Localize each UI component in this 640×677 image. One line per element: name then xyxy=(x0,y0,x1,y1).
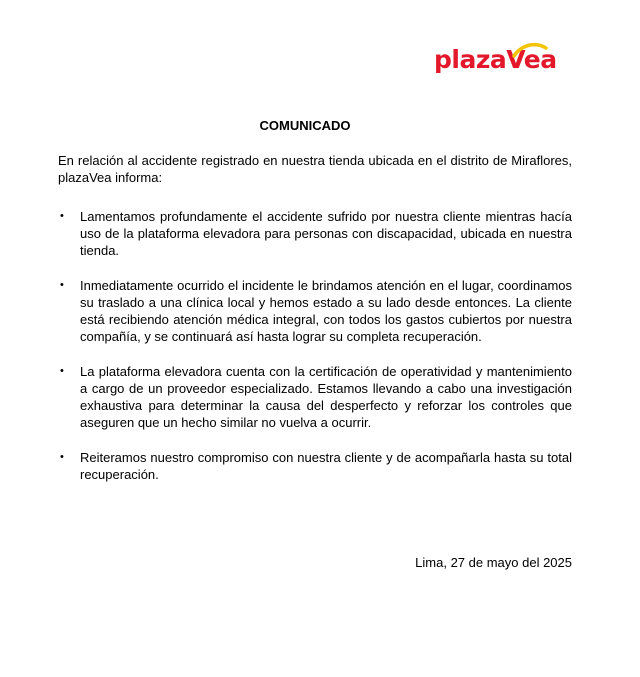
bullet-icon: • xyxy=(60,451,64,463)
list-item xyxy=(58,449,572,483)
logo-wordmark: plazaVea xyxy=(434,45,557,74)
plazavea-logo xyxy=(434,40,557,80)
list-item-text: Reiteramos nuestro compromiso con nuestra cliente y de acompañarla hasta su total recuperación. xyxy=(80,450,572,482)
list-item xyxy=(58,208,572,259)
intro-paragraph: En relación al accidente registrado en nuestra tienda ubicada en el distrito de Miraflores, plazaVea informa: xyxy=(58,153,572,185)
list-item-text: Inmediatamente ocurrido el incidente le brindamos atención en el lugar, coordinamos su traslado a una clínica local y hemos estado a su lado desde entonces. La cliente está recibiendo atención médica integral, con todos los gastos cubiertos por nuestra compañía, y se continuará así hasta lograr su completa recuperación. xyxy=(80,278,572,344)
bullet-icon: • xyxy=(60,279,64,291)
bullet-icon: • xyxy=(60,210,64,222)
list-item xyxy=(58,363,572,431)
statement-list xyxy=(58,208,572,483)
date-line: Lima, 27 de mayo del 2025 xyxy=(415,555,572,570)
document-title: COMUNICADO xyxy=(259,118,351,133)
bullet-icon: • xyxy=(60,365,64,377)
list-item-text: La plataforma elevadora cuenta con la certificación de operatividad y mantenimiento a cargo de un proveedor especializado. Estamos llevando a cabo una investigación exhaustiva para determinar la causa del desperfecto y reforzar los controles que aseguren que un hecho similar no vuelva a ocurrir. xyxy=(80,364,572,430)
list-item-text: Lamentamos profundamente el accidente sufrido por nuestra cliente mientras hacía uso de la plataforma elevadora para personas con discapacidad, ubicada en nuestra tienda. xyxy=(80,209,572,258)
logo-swoosh-icon xyxy=(510,42,550,58)
list-item xyxy=(58,277,572,345)
